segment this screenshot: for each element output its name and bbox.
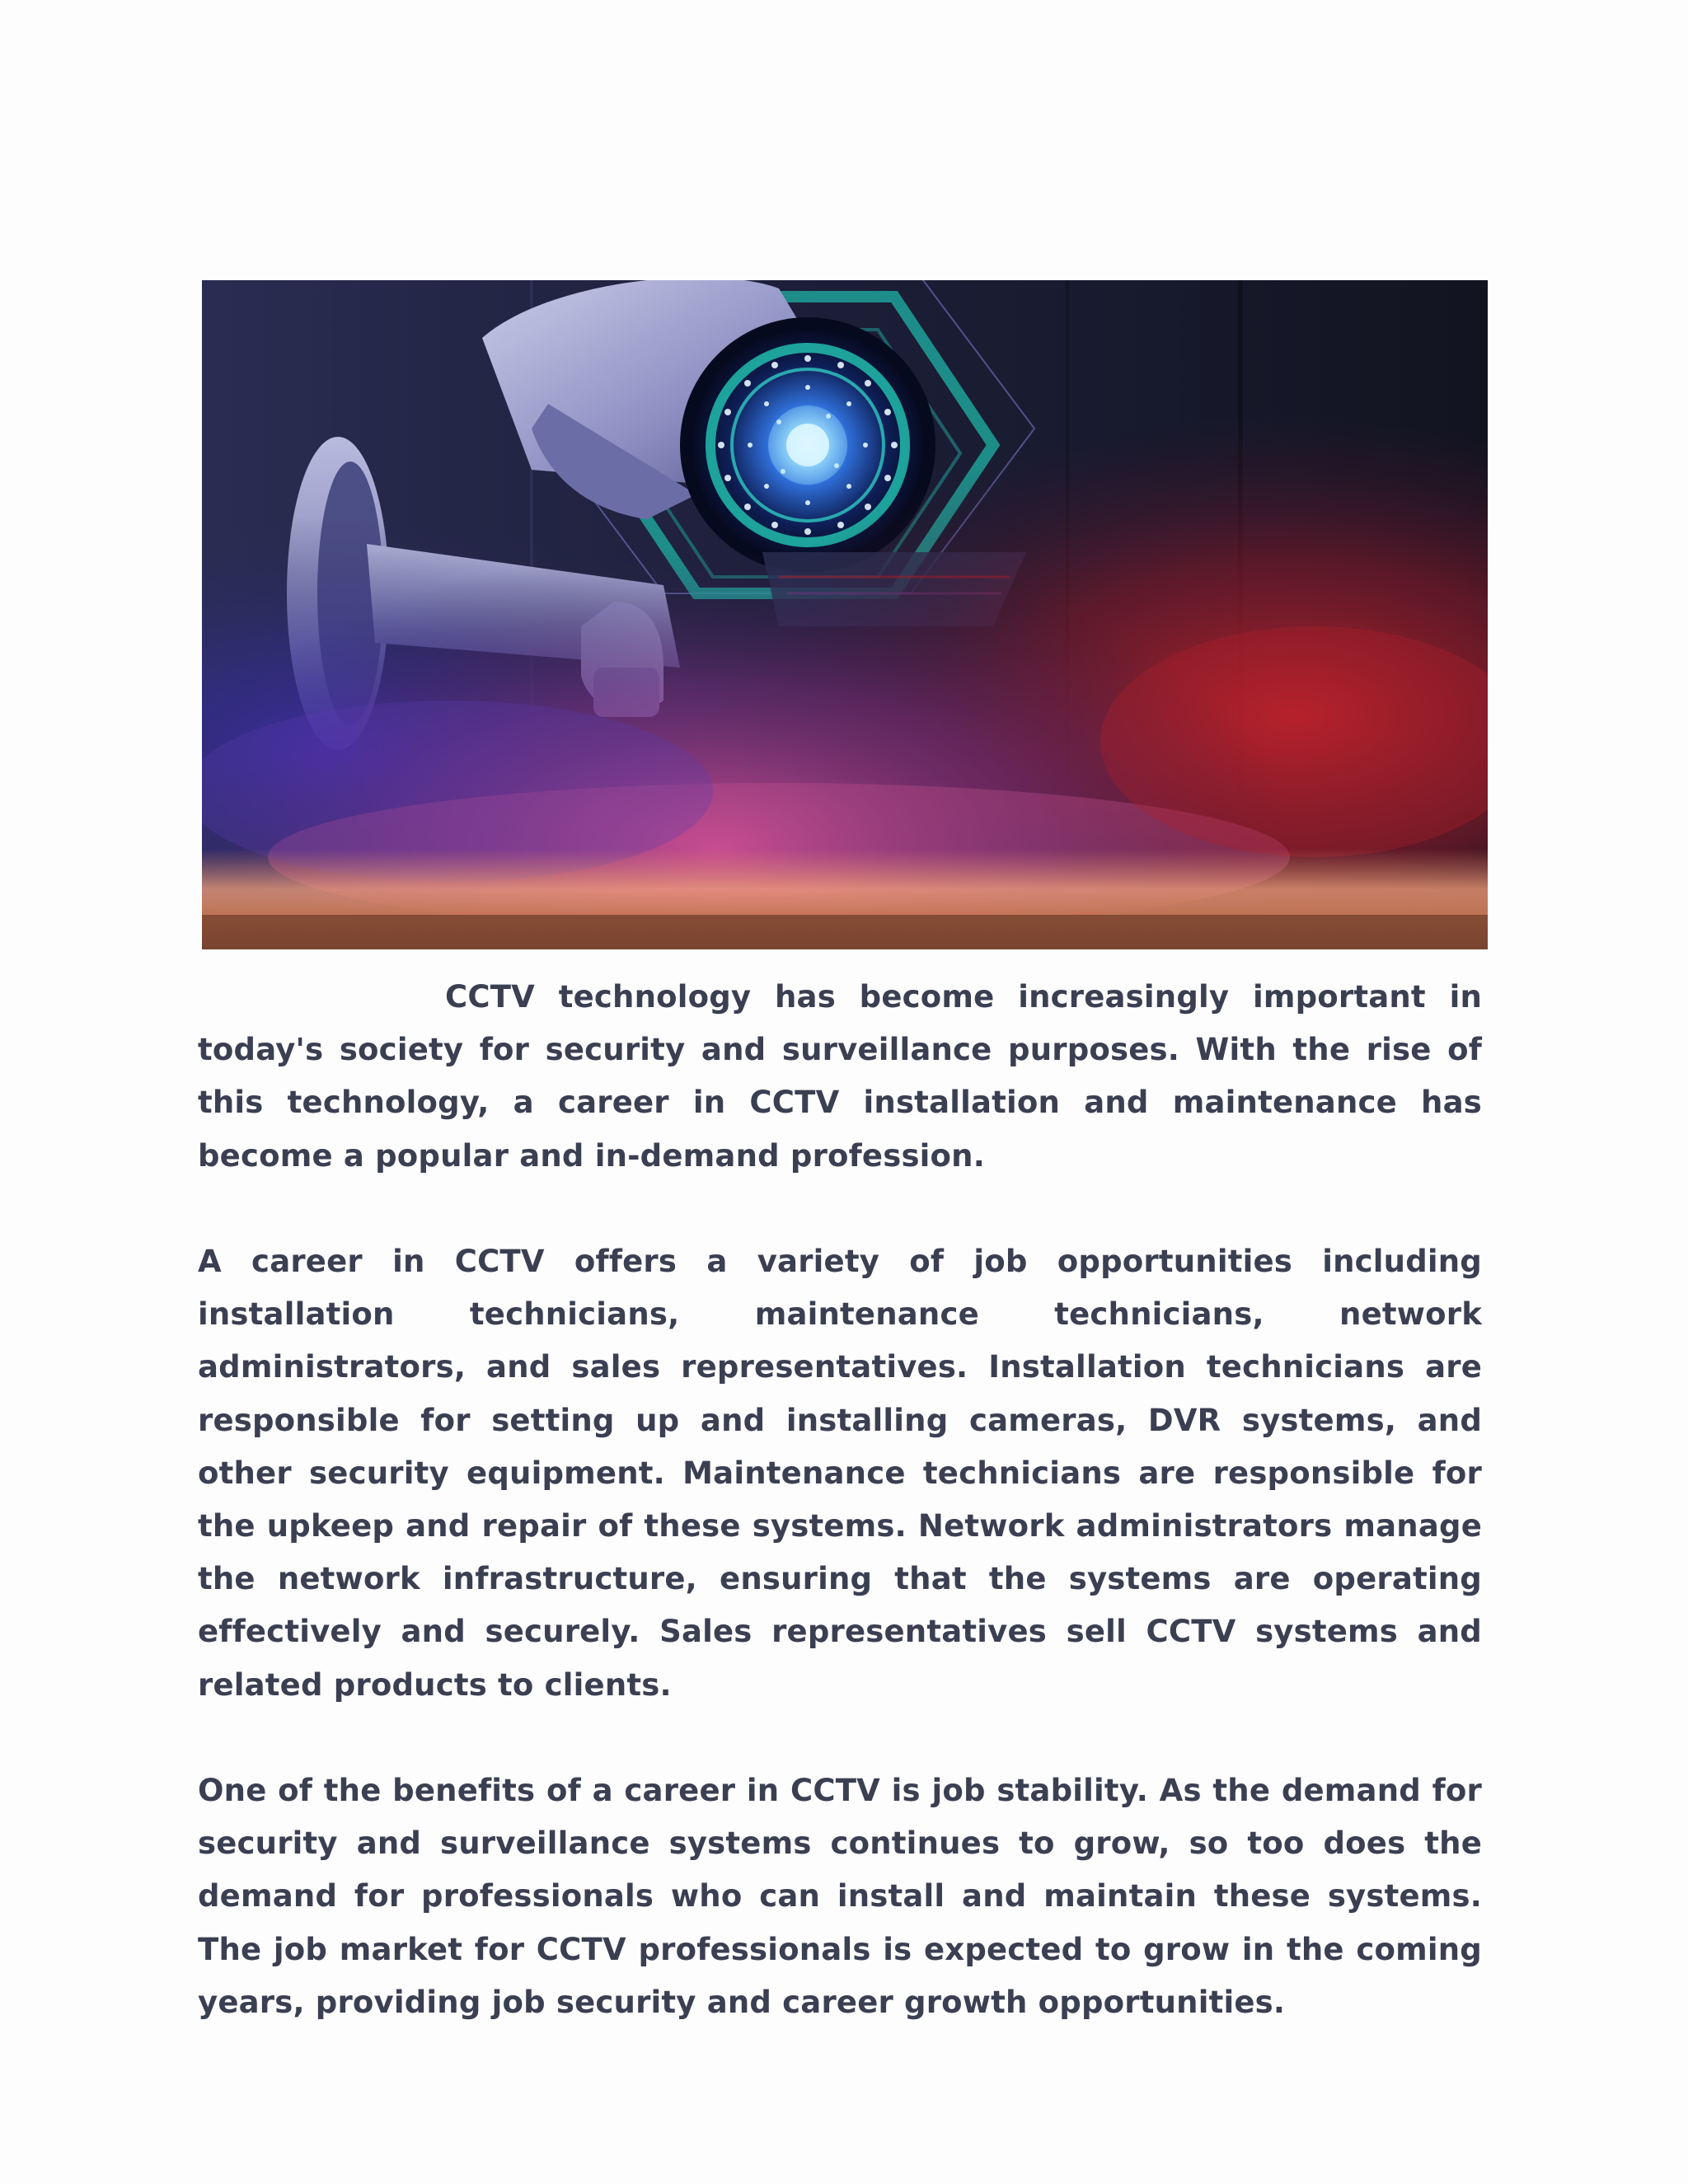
paragraph-intro: CCTV technology has become increasingly important in today's society for security and surveillance purposes. With the rise of this technology, a career in CCTV installation and maintenance has become a popular and in-demand profession. (198, 979, 1482, 1174)
hero-image (202, 280, 1488, 949)
paragraph-job-stability: One of the benefits of a career in CCTV is job stability. As the demand for security and surveillance systems continues to grow, so too does the demand for professionals who can install and maintain these systems. The job market for CCTV professionals is expected to grow in the coming years, providing job security and career growth opportunities. (198, 1773, 1482, 2020)
cctv-camera-illustration (202, 280, 1488, 949)
paragraph-job-opportunities: A career in CCTV offers a variety of job opportunities including installation technicians, maintenance technicians, network administrators, and sales representatives. Installation technicians are responsible for setting up and installing cameras, DVR systems, and other security equipment. Maintenance technicians are responsible for the upkeep and repair of these systems. Network administrators manage the network infrastructure, ensuring that the systems are operating effectively and securely. Sales representatives sell CCTV systems and related products to clients. (198, 1244, 1482, 1703)
article-body (198, 971, 1482, 2082)
